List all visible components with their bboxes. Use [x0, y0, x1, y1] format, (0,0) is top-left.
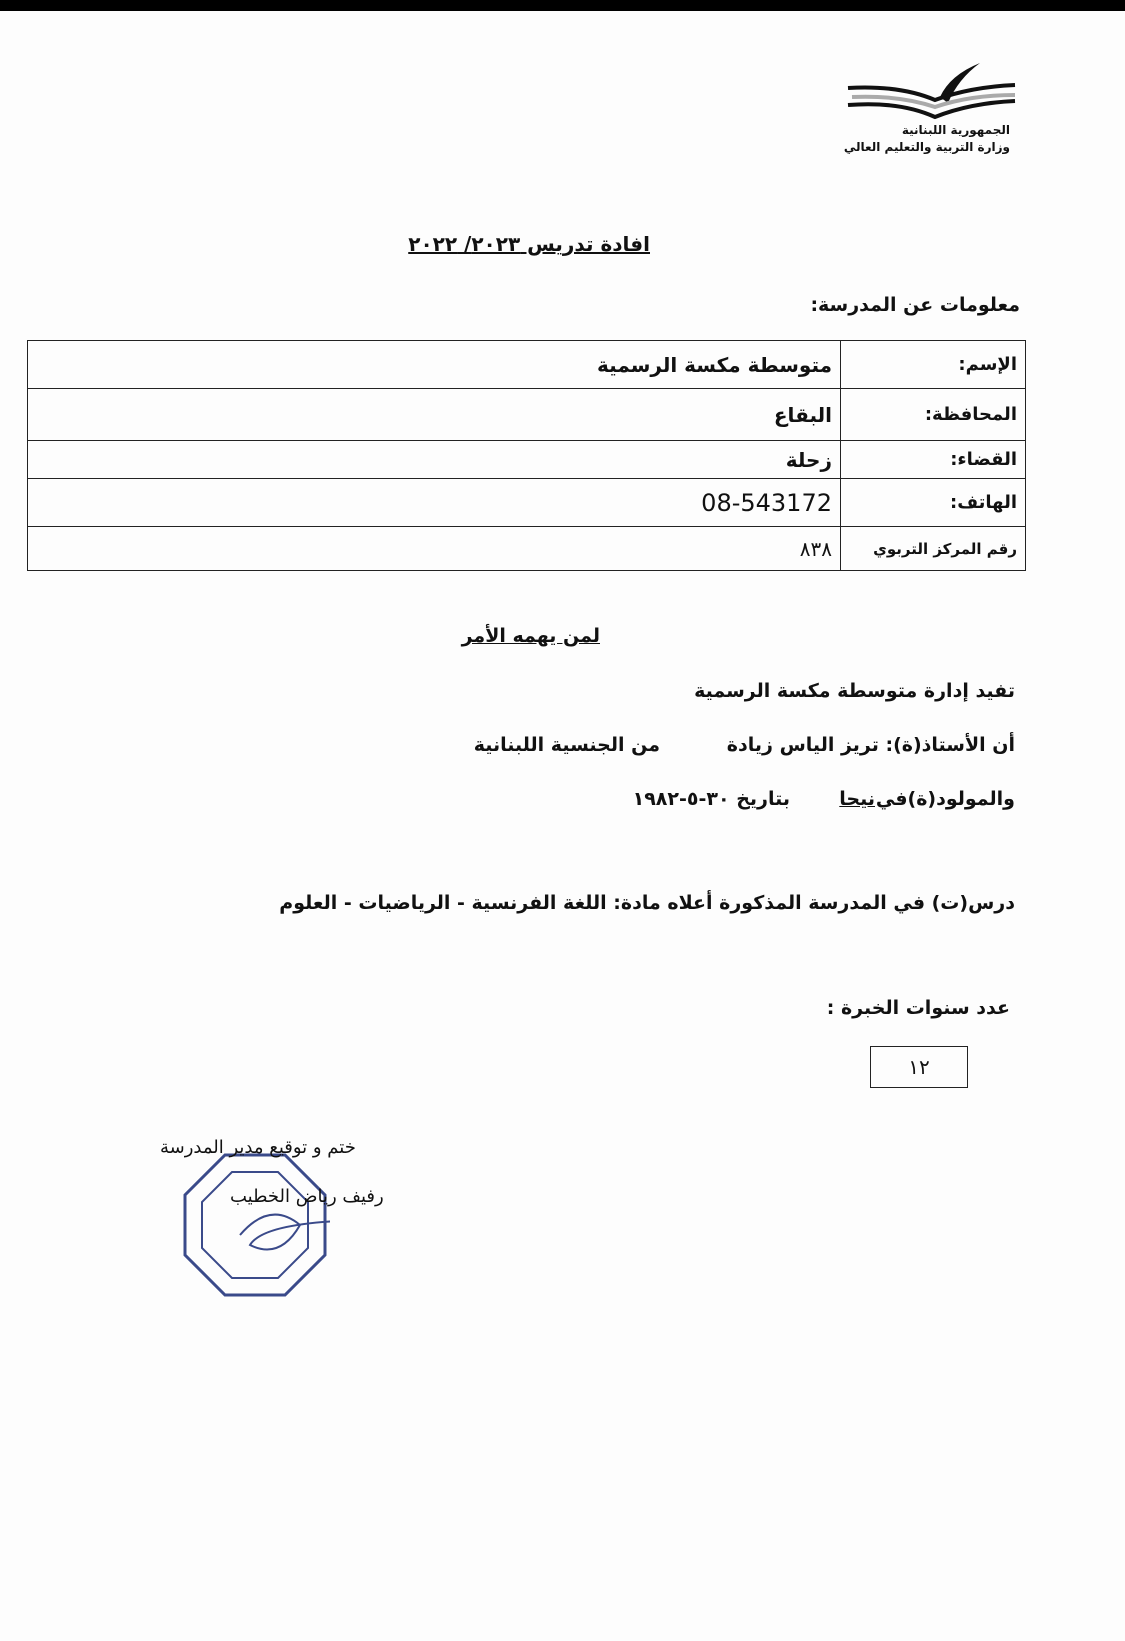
experience-years-box: ١٢	[870, 1046, 968, 1088]
row-label: المحافظة:	[841, 389, 1026, 441]
logo-republic-text: الجمهورية اللبنانية	[901, 123, 1010, 137]
signature-label: ختم و توقيع مدير المدرسة	[160, 1137, 356, 1158]
school-info-heading: معلومات عن المدرسة:	[810, 294, 1020, 316]
table-row	[28, 441, 1026, 479]
teacher-name-line: أن الأستاذ(ة): تريز الياس زيادة	[726, 734, 1015, 756]
statement-line-1: تفيد إدارة متوسطة مكسة الرسمية	[694, 680, 1015, 702]
subjects-line: درس(ت) في المدرسة المذكورة أعلاه مادة: اللغة الفرنسية - الرياضيات - العلوم	[279, 892, 1015, 914]
row-label: الهاتف:	[841, 479, 1026, 527]
table-row	[28, 479, 1026, 527]
document-title: افادة تدريس ٢٠٢٣/ ٢٠٢٢	[408, 232, 650, 256]
school-stamp-icon	[180, 1150, 330, 1300]
row-label: الإسم:	[841, 341, 1026, 389]
table-row	[28, 341, 1026, 389]
scan-top-border	[0, 0, 1125, 11]
school-info-table	[27, 340, 1026, 571]
row-value: متوسطة مكسة الرسمية	[28, 341, 841, 389]
birth-place: نيحا	[839, 788, 875, 810]
table-row	[28, 389, 1026, 441]
nationality-text: من الجنسية اللبنانية	[473, 734, 660, 756]
experience-label: عدد سنوات الخبرة :	[826, 997, 1010, 1019]
director-name: رفيف رياض الخطيب	[230, 1186, 384, 1207]
logo-ministry-text: وزارة التربية والتعليم العالي	[843, 140, 1010, 154]
table-row	[28, 527, 1026, 571]
birth-label: والمولود(ة)في	[875, 788, 1015, 810]
birth-date: بتاريخ ٣٠-٥-١٩٨٢	[632, 788, 790, 810]
row-label: رقم المركز التربوي	[841, 527, 1026, 571]
addressee: لمن يهمه الأمر	[461, 625, 600, 647]
row-value: زحلة	[28, 441, 841, 479]
row-value: ٨٣٨	[28, 527, 841, 571]
row-value: البقاع	[28, 389, 841, 441]
row-label: القضاء:	[841, 441, 1026, 479]
row-value: 08-543172	[28, 479, 841, 527]
